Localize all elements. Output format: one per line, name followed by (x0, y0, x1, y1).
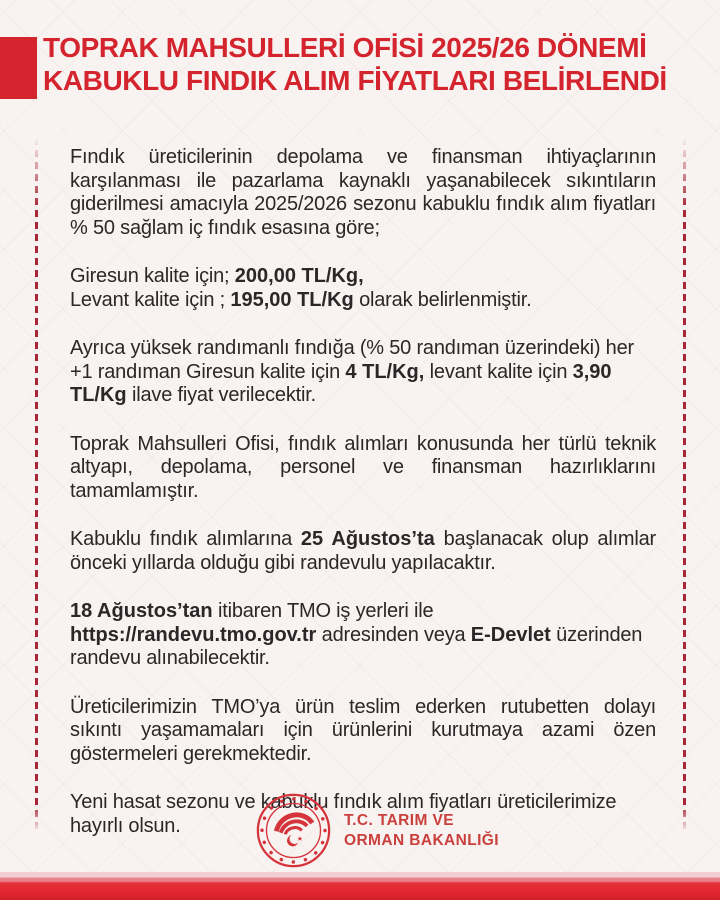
paragraph-moisture: Üreticilerimizin TMO’ya ürün teslim ederken rutubetten dolayı sıkıntı yaşamamaları için ürünlerini kurutmaya azami özen göstermeleri gerekmektedir. (70, 695, 656, 765)
title-line-2: KABUKLU FINDIK ALIM FİYATLARI BELİRLENDİ (43, 65, 667, 96)
giresun-price-value: 200,00 TL/Kg, (234, 265, 364, 287)
levant-price-label: Levant kalite için ; (70, 288, 231, 311)
ministry-footer (256, 793, 499, 868)
start-text: Kabuklu fındık alımlarına (70, 528, 301, 550)
paragraph-start-date (70, 528, 656, 575)
emblem-outer-ring (258, 795, 329, 866)
ministry-name (344, 811, 499, 851)
start-date-value: 25 Ağustos’ta (300, 528, 435, 550)
emblem-stars-ring-icon (262, 799, 325, 862)
levant-price-value: 195,00 TL/Kg (230, 288, 354, 311)
premium-text: Ayrıca yüksek randımanlı fındığa (% 50 randıman üzerindeki) her +1 randıman Giresun kalite için (70, 337, 634, 383)
paragraph-appointment (70, 600, 656, 671)
premium-levant-value: 3,90 TL/Kg (70, 360, 612, 406)
right-dashed-border (683, 138, 686, 832)
ministry-name-line-1: T.C. TARIM VE (344, 811, 454, 829)
appointment-url: https://randevu.tmo.gov.tr (70, 623, 317, 646)
title-accent-square (0, 37, 37, 99)
paragraph-intro: Fındık üreticilerinin depolama ve finansman ihtiyaçlarının karşılanması ile pazarlama kaynaklı yaşanabilecek sıkıntıların giderilmesi amacıyla 2025/2026 sezonu kabuklu fındık alım fiyatları % 50 sağlam iç fındık esasına göre; (70, 146, 656, 239)
appointment-date-value: 18 Ağustos’tan (70, 600, 213, 622)
title-line-1: TOPRAK MAHSULLERİ OFİSİ 2025/26 DÖNEMİ (43, 32, 647, 63)
appointment-text-mid: adresinden veya (316, 623, 471, 646)
edevlet-label: E-Devlet (470, 623, 551, 646)
appointment-text-end: üzerinden randevu alınabilecektir. (70, 623, 643, 669)
levant-price-suffix: olarak belirlenmiştir. (353, 288, 532, 311)
appointment-text: itibaren TMO iş yerleri ile (212, 600, 434, 622)
emblem-crescent-star-icon (287, 834, 302, 847)
premium-text-end: ilave fiyat verilecektir. (126, 384, 316, 406)
premium-giresun-value: 4 TL/Kg, (345, 360, 425, 383)
emblem-arcs-icon (276, 815, 312, 834)
paragraph-readiness: Toprak Mahsulleri Ofisi, fındık alımları konusunda her türlü teknik altyapı, depolama, personel ve finansman hazırlıklarını tamamlamıştır. (70, 432, 656, 502)
ministry-emblem-icon (256, 793, 331, 868)
paragraph-prices (70, 265, 656, 312)
paragraph-closing: Yeni hasat sezonu ve kabuklu fındık alım fiyatları üreticilerimize hayırlı olsun. (70, 791, 617, 837)
page-title (43, 31, 693, 97)
ministry-name-line-2: ORMAN BAKANLIĞI (344, 831, 499, 849)
paragraph-premium (70, 337, 656, 408)
start-text-end: başlanacak olup alımlar önceki yıllarda olduğu gibi randevulu yapılacaktır. (70, 528, 657, 574)
bottom-red-bar (0, 872, 720, 900)
giresun-price-label: Giresun kalite için; (70, 265, 235, 287)
announcement-body (70, 146, 656, 863)
left-dashed-border (35, 138, 38, 832)
premium-text-mid: levant kalite için (424, 360, 573, 383)
